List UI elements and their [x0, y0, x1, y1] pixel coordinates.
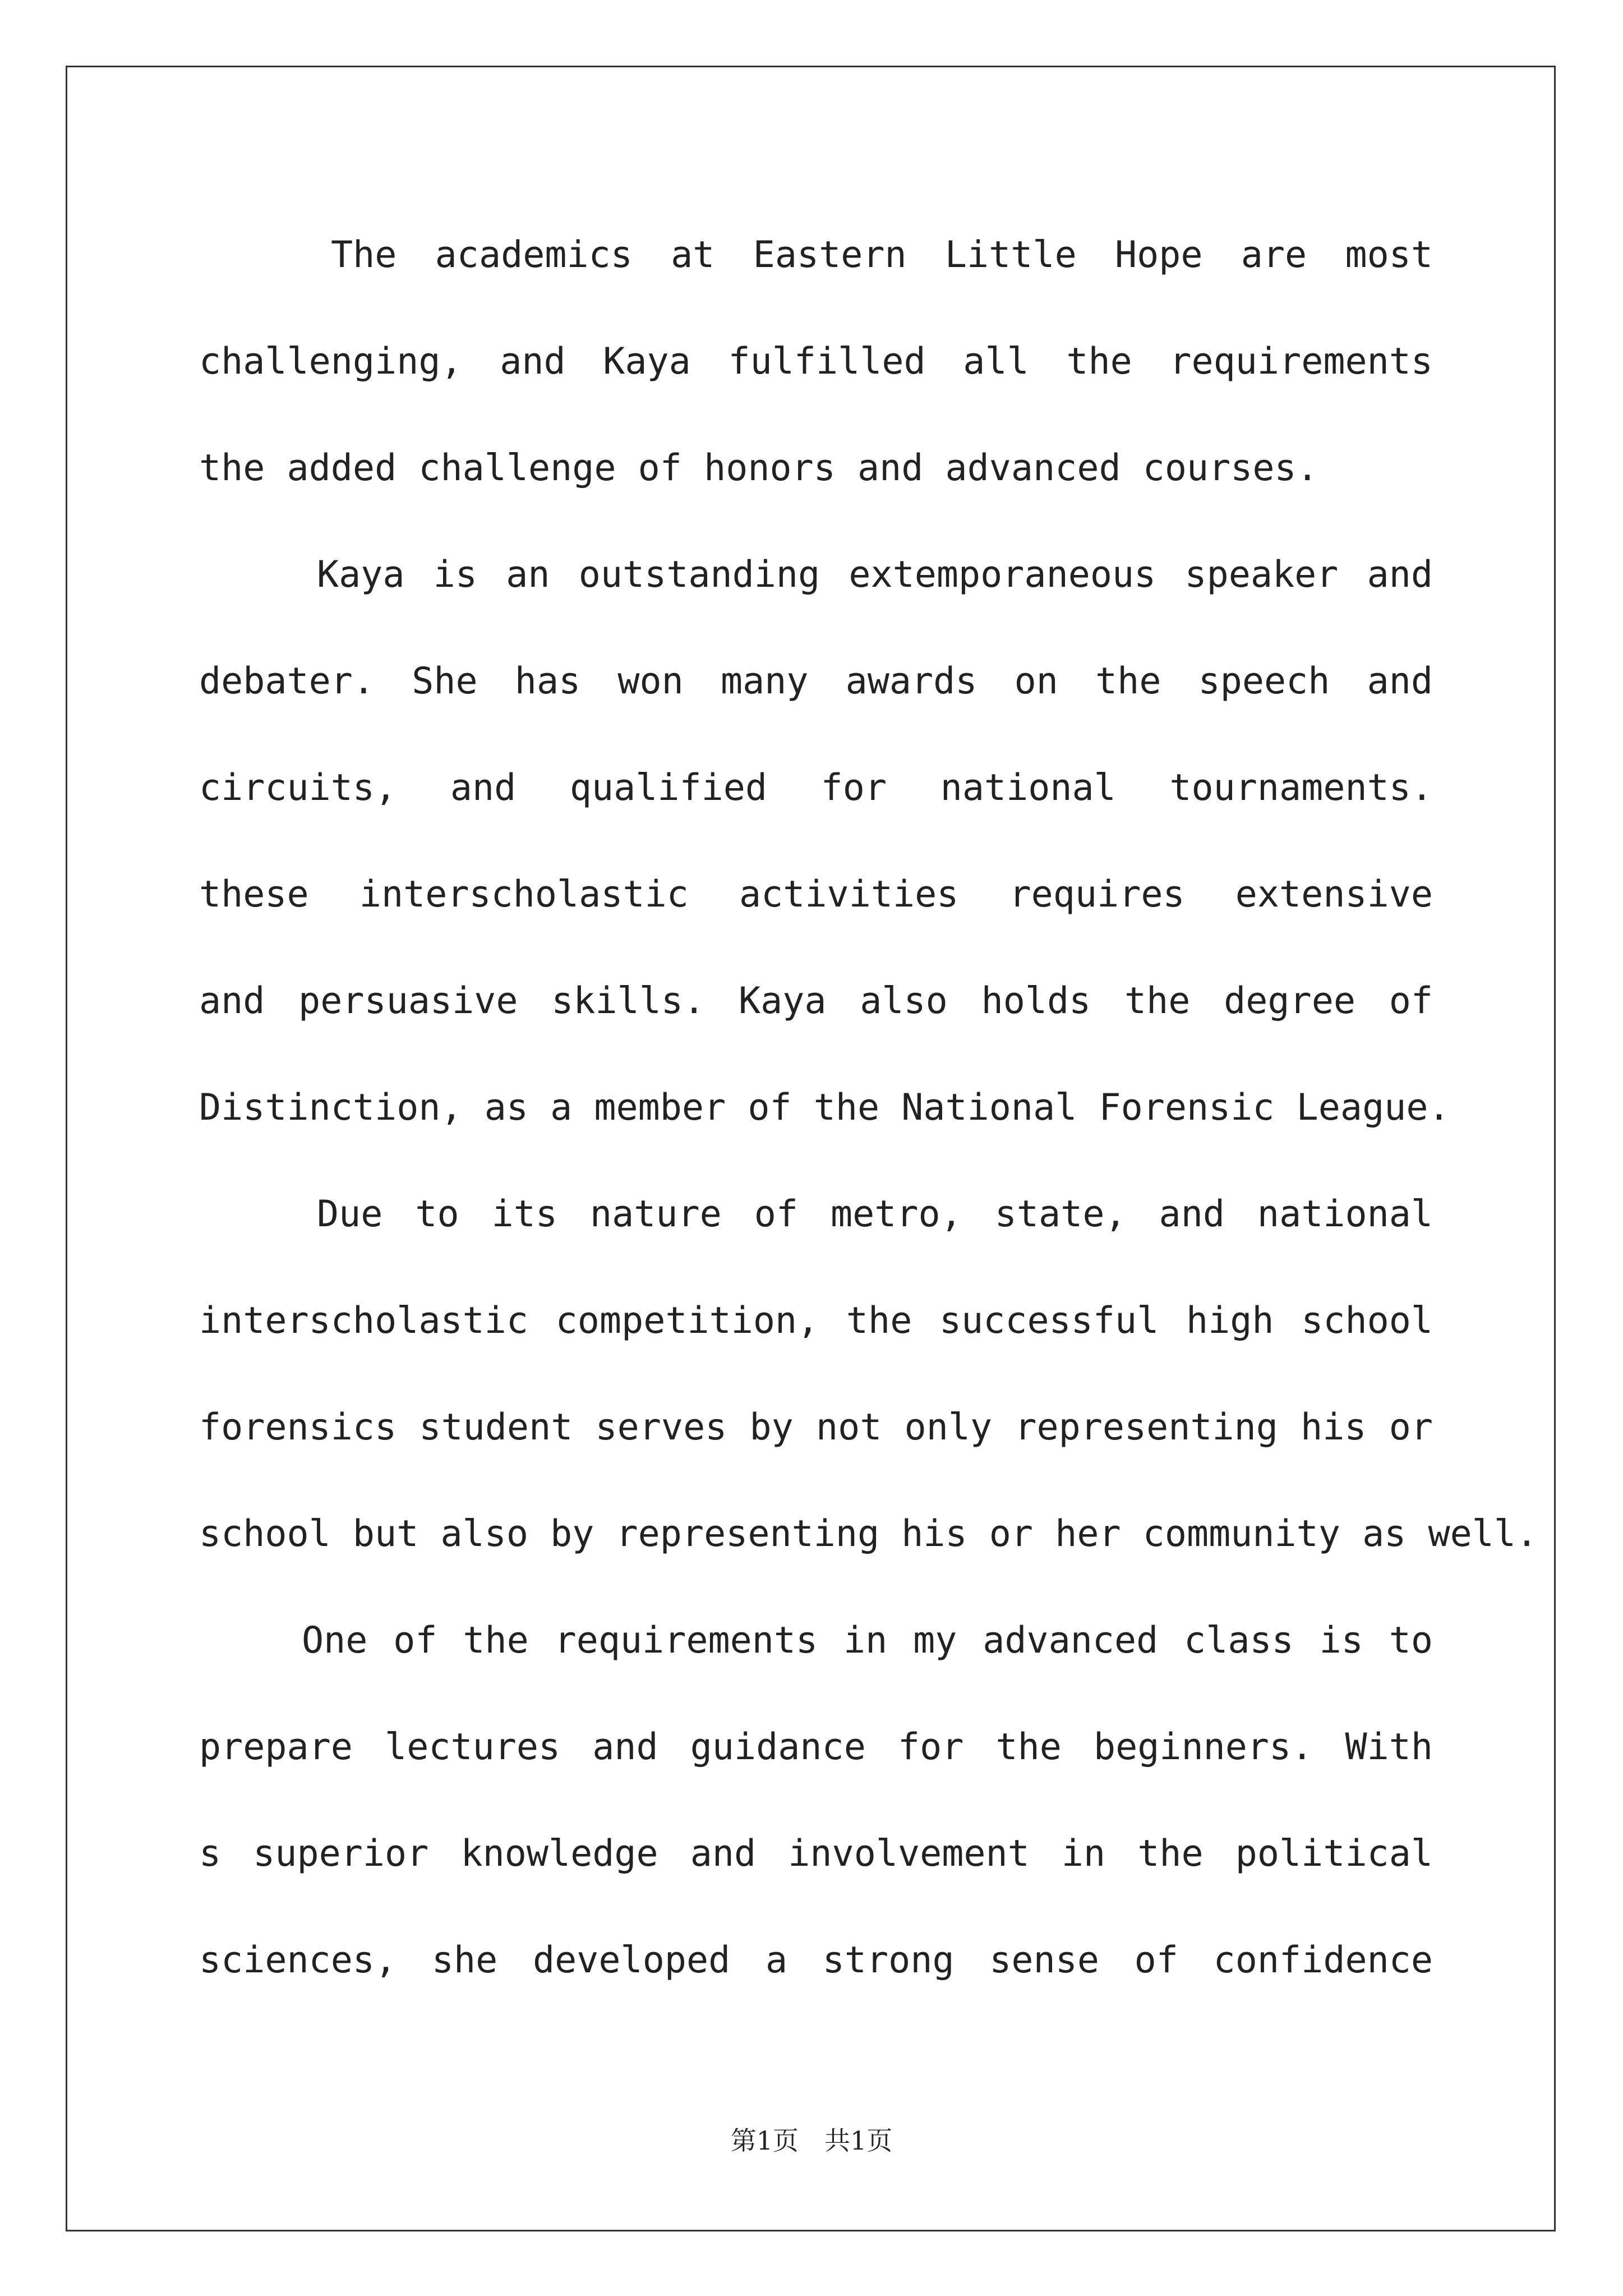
text-line: the added challenge of honors and advanced courses. [199, 447, 1318, 489]
text-line: these interscholastic activities requires extensive [199, 873, 1433, 915]
text-line: One of the requirements in my advanced class is to [302, 1619, 1433, 1662]
text-line: The academics at Eastern Little Hope are most [331, 234, 1433, 276]
text-line: challenging, and Kaya fulfilled all the requirements [199, 341, 1433, 383]
text-line: circuits, and qualified for national tournaments. [199, 767, 1433, 809]
page-number-footer: 第1页 共1页 [730, 2125, 893, 2156]
text-line: school but also by representing his or her community as well. [199, 1513, 1538, 1555]
text-line: interscholastic competition, the successful high school [199, 1300, 1433, 1342]
text-line: s superior knowledge and involvement in the political [199, 1833, 1433, 1875]
text-line: Distinction, as a member of the National Forensic League. [199, 1087, 1450, 1129]
text-line: prepare lectures and guidance for the beginners. With [199, 1726, 1433, 1768]
text-line: and persuasive skills. Kaya also holds the degree of [199, 980, 1433, 1022]
text-line: forensics student serves by not only representing his or [199, 1406, 1433, 1448]
text-line: debater. She has won many awards on the speech and [199, 660, 1433, 702]
document-body [199, 202, 1538, 2014]
text-line: Due to its nature of metro, state, and national [317, 1193, 1433, 1235]
text-line: Kaya is an outstanding extemporaneous speaker and [317, 554, 1433, 596]
text-line: sciences, she developed a strong sense of confidence [199, 1939, 1433, 1981]
